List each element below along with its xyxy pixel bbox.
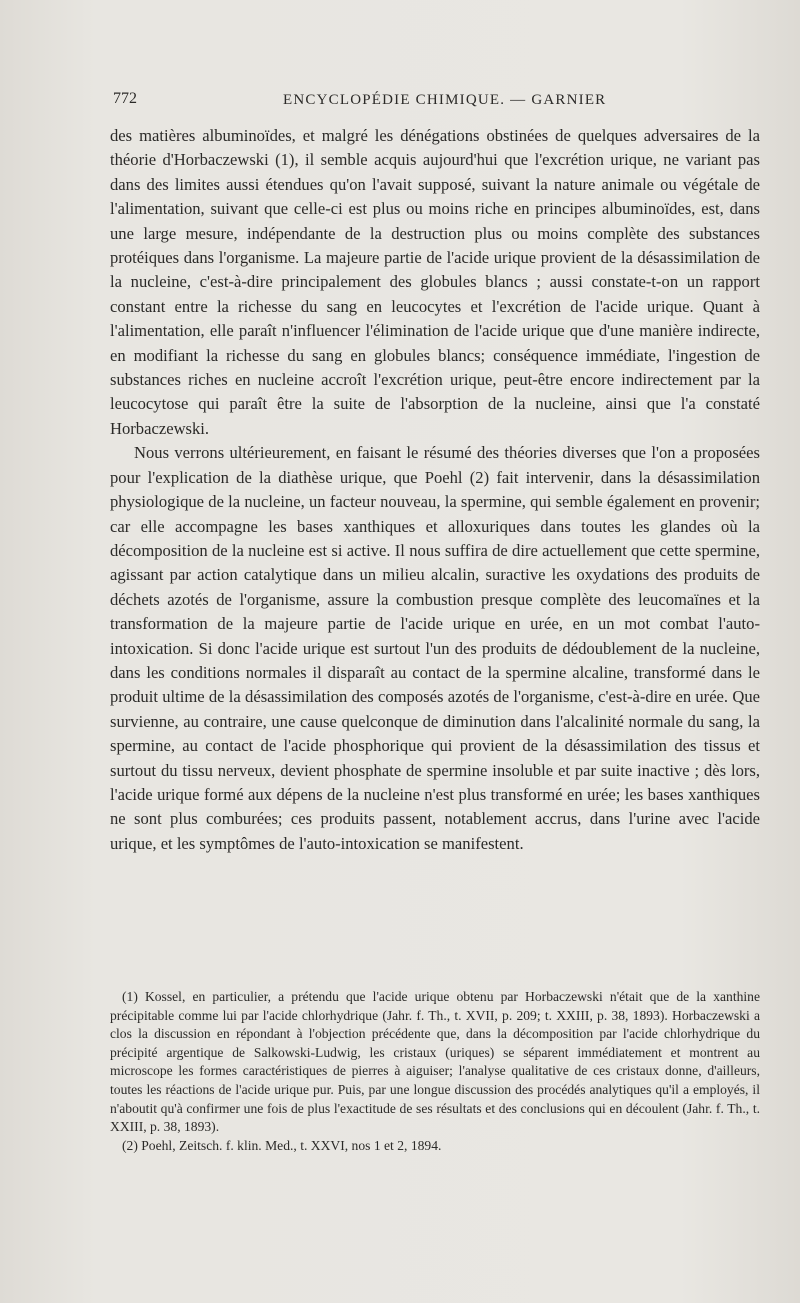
footnote: (2) Poehl, Zeitsch. f. klin. Med., t. XXVI, nos 1 et 2, 1894. xyxy=(122,1137,442,1153)
running-title: ENCYCLOPÉDIE CHIMIQUE. — GARNIER xyxy=(283,92,607,108)
page-number: 772 xyxy=(113,90,137,107)
page-header xyxy=(113,90,753,116)
body-text xyxy=(110,124,760,856)
footnotes xyxy=(110,988,760,1155)
paragraph: des matières albuminoïdes, et malgré les dénégations obstinées de quelques adversaires de la théorie d'Horbaczewski (1), il semble acquis aujourd'hui que l'excrétion urique, ne variant pas dans des limites aussi étendues qu'on l'avait supposé, suivant la nature animale ou végétale de l'alimentation, suivant que celle-ci est plus ou moins riche en principes albuminoïdes, est, dans une large mesure, indépendante de la destruction plus ou moins complète des substances protéiques dans l'organisme. La majeure partie de l'acide urique provient de la désassimilation de la nucleine, c'est-à-dire principalement des globules blancs ; aussi constate-t-on un rapport constant entre la richesse du sang en leucocytes et l'excrétion de l'acide urique. Quant à l'alimentation, elle paraît n'influencer l'élimination de l'acide urique que d'une manière indirecte, en modifiant la richesse du sang en globules blancs; conséquence immédiate, l'ingestion de substances riches en nucleine accroît l'excrétion urique, peut-être encore indirectement par la leucocytose qui paraît être la suite de l'absorption de la nucleine, ainsi que l'a constaté Horbaczewski. xyxy=(110,126,760,438)
footnote: (1) Kossel, en particulier, a prétendu que l'acide urique obtenu par Horbaczewski n'était que de la xanthine précipitable comme lui par l'acide chlorhydrique (Jahr. f. Th., t. XVII, p. 209; t. XXIII, p. 38, 1893). Horbaczewski a clos la discussion en répondant à l'objection précédente que, dans la décomposition par l'acide chlorhydrique du précipité argentique de Salkowski-Ludwig, les cristaux (uriques) se séparent immédiatement et montrent au microscope les formes caractéristiques de pierres à aiguiser; l'analyse qualitative de ces cristaux donne, d'ailleurs, toutes les réactions de l'acide urique pur. Puis, par une longue discussion des procédés analytiques qu'il a employés, il n'aboutit qu'à confirmer une fois de plus l'exactitude de ses résultats et des conclusions qui en découlent (Jahr. f. Th., t. XXIII, p. 38, 1893). xyxy=(110,989,760,1135)
paragraph: Nous verrons ultérieurement, en faisant le résumé des théories diverses que l'on a proposées pour l'explication de la diathèse urique, que Poehl (2) fait intervenir, dans la désassimilation physiologique de la nucleine, un facteur nouveau, la spermine, qui semble également en provenir; car elle accompagne les bases xanthiques et alloxuriques dans toutes les glandes où la décomposition de la nucleine est si active. Il nous suffira de dire actuellement que cette spermine, agissant par action catalytique dans un milieu alcalin, suractive les oxydations des produits de déchets azotés de l'organisme, assure la combustion presque complète des leucomaïnes et la transformation de la majeure partie de l'acide urique en urée, en un mot combat l'auto-intoxication. Si donc l'acide urique est surtout l'un des produits de dédoublement de la nucleine, dans les conditions normales il disparaît au contact de la spermine alcaline, transformé dans le produit ultime de la désassimilation des composés azotés de l'organisme, c'est-à-dire en urée. Que survienne, au contraire, une cause quelconque de diminution dans l'alcalinité normale du sang, la spermine, au contact de l'acide phosphorique qui provient de la désassimilation des tissus et surtout du tissu nerveux, devient phosphate de spermine insoluble et par suite inactive ; dès lors, l'acide urique formé aux dépens de la nucleine n'est plus transformé en urée; les bases xanthiques ne sont plus comburées; ces produits passent, notablement accrus, dans l'urine avec l'acide urique, et les symptômes de l'auto-intoxication se manifestent. xyxy=(110,443,760,853)
